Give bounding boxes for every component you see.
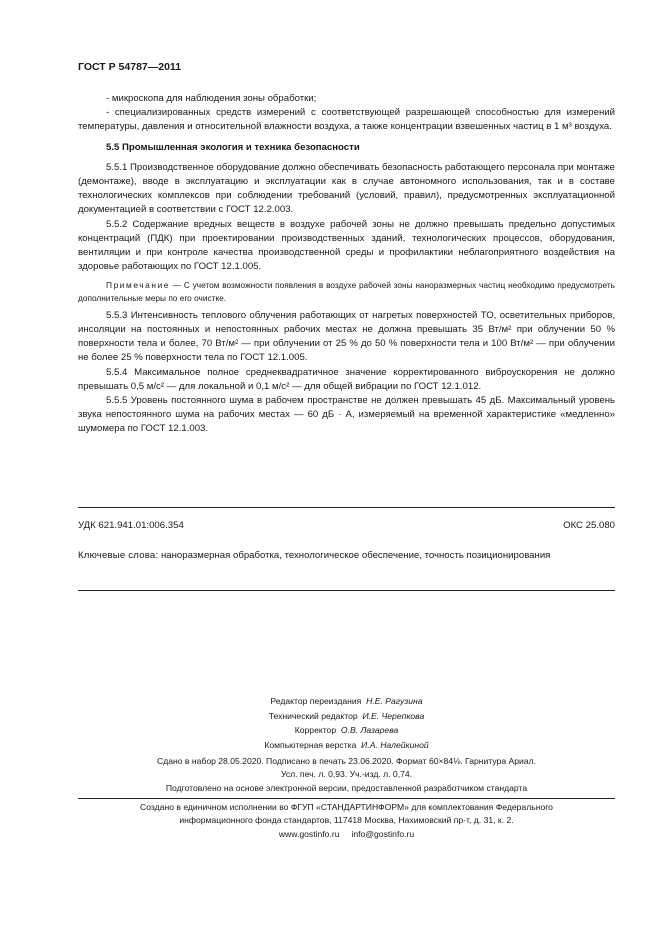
- publisher-line: информационного фонда стандартов, 117418 Москва, Нахимовский пр-т, д. 31, к. 2.: [179, 815, 514, 826]
- list-item: - микроскопа для наблюдения зоны обработки;: [106, 93, 317, 104]
- note-label: Примечание: [106, 280, 171, 291]
- publishing-line: Подготовлено на основе электронной версии, предоставленной разработчиком стандарта: [165, 782, 528, 793]
- oks-code: ОКС 25.080: [563, 520, 615, 531]
- list-item: - специализированных средств измерений с соответствующей разрешающей способностью для измерений температуры, давления и относительной влажности воздуха, а также концентрации взвешенных частиц в 1 м³ воздуха.: [78, 107, 615, 133]
- divider: [78, 798, 615, 799]
- keywords-label: Ключевые слова:: [78, 550, 159, 561]
- paragraph-5-5-1: 5.5.1 Производственное оборудование должно обеспечивать безопасность работающего персонала при монтаже (демонтаже), вводе в эксплуатацию и эксплуатации как в случае автономного использования, так и в составе технологических комплексов при соблюдении требований (условий, правил), предусмотренных эксплуатационной документацией в соответствии с ГОСТ 12.2.003.: [78, 161, 615, 216]
- note: [78, 279, 615, 303]
- keywords-text: наноразмерная обработка, технологическое обеспечение, точность позиционирования: [158, 550, 551, 561]
- publisher-line: Создано в единичном исполнении во ФГУП «СТАНДАРТИНФОРМ» для комплектования Федерального: [140, 802, 553, 812]
- paragraph-5-5-3: 5.5.3 Интенсивность теплового облучения работающих от нагретых поверхностей ТО, осветительных приборов, инсоляции на постоянных и непостоянных рабочих местах не должна превышать 35 Вт/м² при облучении 50 % поверхности тела и более, 70 Вт/м² — при облучении от 25 % до 50 % поверхности тела и 100 Вт/м² — при облучении не более 25 % поверхности тела по ГОСТ 12.1.005.: [78, 309, 615, 364]
- credit-editor: Редактор переиздания Н.Е. Рагузина: [270, 696, 423, 706]
- publishing-line: Сдано в набор 28.05.2020. Подписано в печать 23.06.2020. Формат 60×84⅛. Гарнитура Ариал.: [157, 756, 536, 766]
- keywords: [78, 549, 615, 563]
- paragraph-5-5-4: 5.5.4 Максимальное полное среднеквадратичное значение корректированного виброускорения не должно превышать 0,5 м/с² — для локальной и 0,1 м/с² — для общей вибрации по ГОСТ 12.1.012.: [78, 366, 615, 392]
- publisher-contacts: [78, 828, 615, 841]
- credit-corrector: Корректор О.В. Лазарева: [294, 725, 399, 735]
- credit-layout: Компьютерная верстка И.А. Налейкиной: [264, 739, 429, 750]
- website-link[interactable]: www.gostinfo.ru: [278, 828, 340, 839]
- publisher-info: [78, 801, 615, 841]
- divider: [78, 507, 615, 508]
- paragraph-5-5-2: 5.5.2 Содержание вредных веществ в воздухе рабочей зоны не должно превышать предельно допустимых концентраций (ПДК) при проектировании производственных зданий, технологических процессов, оборудования, вентиляции и при контроле качества производственной среды и профилактики неблагоприятного воздействия на здоровье работающих по ГОСТ 12.1.005.: [78, 218, 615, 273]
- document-body: [78, 92, 615, 437]
- section-title: 5.5 Промышленная экология и техника безопасности: [106, 141, 360, 153]
- paragraph-5-5-5: 5.5.5 Уровень постоянного шума в рабочем пространстве не должен превышать 45 дБ. Максимальный уровень звука непостоянного шума на рабочих местах — 60 дБ · А, измеряемый на временной характеристике «медленно» шумомера по ГОСТ 12.1.003.: [78, 395, 615, 435]
- note-text: — С учетом возможности появления в воздухе рабочей зоны наноразмерных частиц необходимо предусмотреть дополнительные меры по его очистке.: [78, 280, 615, 303]
- publishing-info: [78, 755, 615, 795]
- divider: [78, 590, 615, 591]
- email-link[interactable]: info@gostinfo.ru: [351, 828, 415, 839]
- document-header: ГОСТ Р 54787—2011: [78, 61, 182, 73]
- credit-tech-editor: Технический редактор И.Е. Черепкова: [268, 710, 425, 721]
- publishing-line: Усл. печ. л. 0,93. Уч.-изд. л. 0,74.: [280, 769, 413, 780]
- credits-block: [78, 694, 615, 752]
- udk-code: УДК 621.941.01:006.354: [78, 520, 184, 531]
